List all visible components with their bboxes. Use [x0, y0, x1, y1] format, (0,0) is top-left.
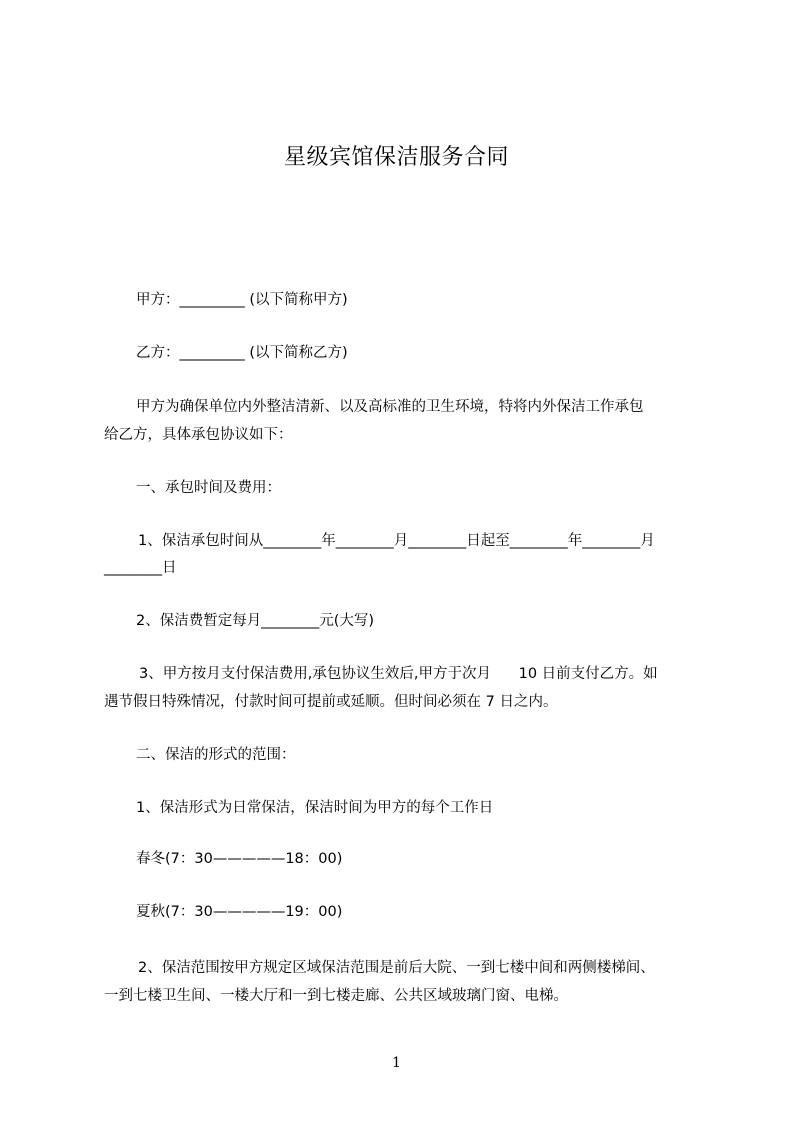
intro-line-1: 甲方为确保单位内外整洁清新、以及高标准的卫生环境，特将内外保洁工作承包: [136, 399, 644, 415]
item-1-2: 2、保洁费暂定每月________元(大写): [136, 613, 375, 629]
party-b-line: 乙方：_________ (以下简称乙方): [136, 345, 348, 361]
item-1-3-line-1: 3、甲方按月支付保洁费用,承包协议生效后,甲方于次月 10 日前支付乙方。如: [139, 666, 658, 682]
item-1-1-line-2: ________日: [104, 560, 177, 576]
schedule-spring-winter: 春冬(7：30—————18：00): [136, 851, 343, 867]
item-2-2-line-2: 一到七楼卫生间、一楼大厅和一到七楼走廊、公共区域玻璃门窗、电梯。: [104, 988, 568, 1004]
intro-line-2: 给乙方，具体承包协议如下：: [104, 427, 293, 443]
contract-title: 星级宾馆保洁服务合同: [283, 145, 509, 170]
section-2-heading: 二、保洁的形式的范围：: [136, 747, 296, 763]
schedule-summer-autumn: 夏秋(7：30—————19：00): [136, 904, 343, 920]
page-number: 1: [392, 1055, 401, 1071]
section-1-heading: 一、承包时间及费用：: [136, 480, 281, 496]
item-1-3-line-2: 遇节假日特殊情况，付款时间可提前或延顺。但时间必须在 7 日之内。: [104, 694, 558, 710]
item-2-2-line-1: 2、保洁范围按甲方规定区域保洁范围是前后大院、一到七楼中间和两侧楼梯间、: [138, 960, 655, 976]
item-2-1: 1、保洁形式为日常保洁，保洁时间为甲方的每个工作日: [136, 800, 494, 816]
item-1-1-line-1: 1、保洁承包时间从________年________月________日起至________年________月: [138, 533, 655, 549]
party-a-line: 甲方：_________ (以下简称甲方): [136, 292, 348, 308]
